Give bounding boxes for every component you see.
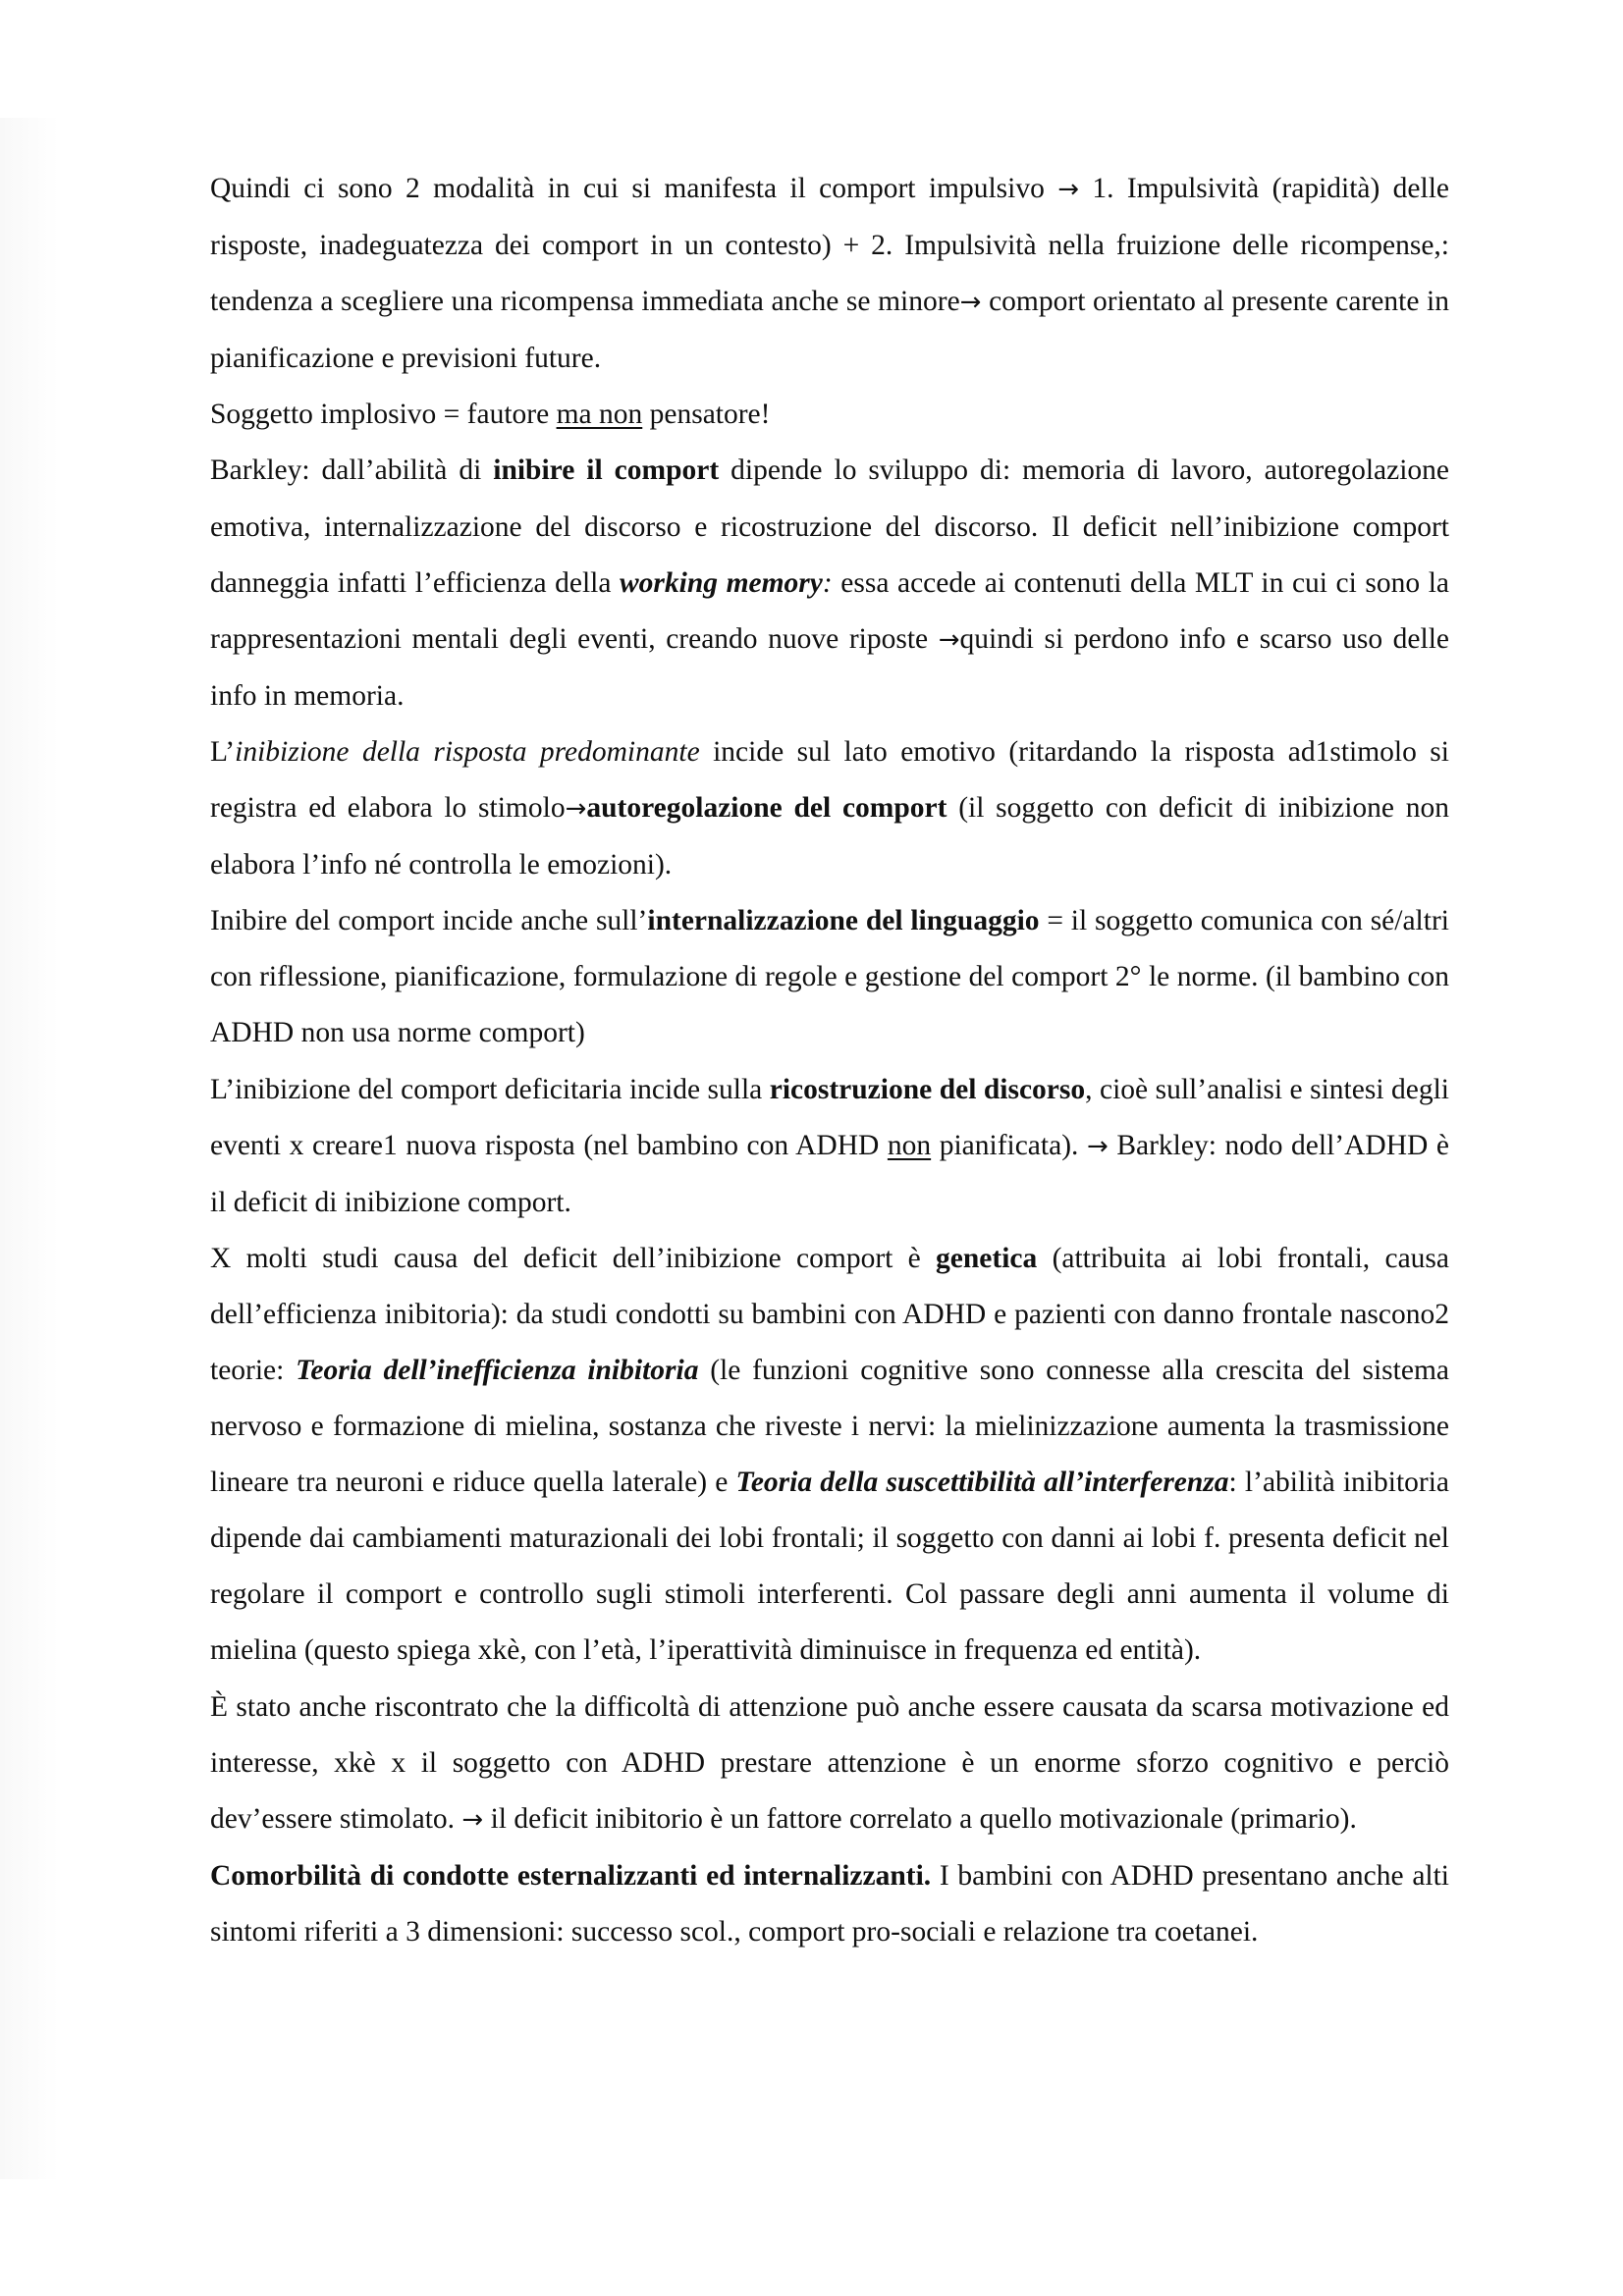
bold-italic-term: Teoria dell’inefficienza inibitoria [296,1354,699,1386]
page-edge-watermark [0,118,59,2179]
bold-term: inibire il comport [493,454,720,487]
underlined-text: non [887,1129,932,1161]
text-span: il deficit inibitorio è un fattore correlato a quello motivazionale (primario). [483,1802,1357,1835]
bold-term: autoregolazione del comport [586,792,947,825]
text-span: (il soggetto con deficit di inibizione non elabora l’info né controlla le emozioni). [210,792,1449,881]
underlined-text: ma non [556,399,643,431]
text-span: (attribuita ai lobi frontali, causa dell’efficienza inibitoria): da studi condotti su bambini con ADHD e pazienti con danno frontale nascono2 teorie: [210,1242,1450,1386]
bold-term: genetica [936,1242,1038,1274]
paragraph-barkley-inhibition [210,443,1449,723]
text-span: Barkley: nodo dell’ADHD è il deficit di inibizione comport. [210,1129,1449,1218]
text-span: Inibire del comport incide anche sull’ [210,905,648,937]
text-span: quindi si perdono info e scarso uso delle info in memoria. [210,622,1449,712]
paragraph-motivation [210,1680,1449,1848]
text-span: Soggetto implosivo = fautore [210,399,557,431]
text-span: pensatore! [642,399,771,431]
text-span: 1. Impulsività (rapidità) delle risposte, inadeguatezza dei comport in un contesto) + 2. Impulsività nella fruizione delle ricompense,: tendenza a scegliere una ricompensa immediata anche se minore [210,173,1449,318]
text-span: essa accede ai contenuti della MLT in cui ci sono la rappresentazioni mentali degli eventi, creando nuove riposte [210,566,1449,655]
arrow-right-icon: → [565,794,587,825]
bold-italic-term: Teoria della suscettibilità all’interferenza [735,1467,1229,1499]
text-span: I bambini con ADHD presentano anche alti sintomi riferiti a 3 dimensioni: successo scol., comport pro-sociali e relazione tra coetanei. [210,1859,1450,1948]
text-span: (le funzioni cognitive sono connesse alla crescita del sistema nervoso e formazione di mielina, sostanza che riveste i nervi: la mielinizzazione aumenta la trasmissione lineare tra neuroni e riduce quella laterale) e [210,1354,1449,1499]
paragraph-comorbidity [210,1848,1449,1960]
italic-term: inibizione della risposta predominante [235,735,700,768]
text-span: Barkley: dall’abilità di [210,454,494,487]
text-span: comport orientato al presente carente in pianificazione e previsioni future. [210,286,1449,375]
text-span: = il soggetto comunica con sé/altri con riflessione, pianificazione, formulazione di regole e gestione del comport 2° le norme. (il bambino con ADHD non usa norme comport) [210,905,1449,1049]
text-span: L’inibizione del comport deficitaria incide sulla [210,1073,770,1105]
arrow-right-icon: → [959,288,982,318]
paragraph-language-internalization [210,893,1449,1061]
arrow-right-icon: → [938,624,960,655]
paragraph-implosive-subject [210,387,1449,443]
text-span: pianificata). [931,1129,1087,1161]
document-body [210,161,1449,1960]
arrow-right-icon: → [1057,175,1080,204]
paragraph-predominant-response [210,724,1449,893]
paragraph-genetic-cause [210,1231,1449,1680]
bold-term: internalizzazione del linguaggio [647,905,1040,937]
arrow-right-icon: → [461,1804,484,1835]
text-span: X molti studi causa del deficit dell’inibizione comport è [210,1242,937,1274]
paragraph-impulsivity-modes [210,161,1449,387]
text-span: L’ [210,735,236,768]
text-span: : l’abilità inibitoria dipende dai cambiamenti maturazionali dei lobi frontali; il soggetto con danni ai lobi f. presenta deficit nel regolare il comport e controllo sugli stimoli interferenti. Col passare degli anni aumenta il volume di mielina (questo spiega xkè, con l’età, l’iperattività diminuisce in frequenza ed entità). [210,1467,1449,1667]
text-span: Quindi ci sono 2 modalità in cui si manifesta il comport impulsivo [210,173,1058,204]
italic-text: : [822,566,833,599]
text-span: incide sul lato emotivo (ritardando la risposta ad1stimolo si registra ed elabora lo stimolo [210,735,1449,825]
section-heading: Comorbilità di condotte esternalizzanti ed internalizzanti. [210,1859,932,1892]
arrow-right-icon: → [1086,1131,1109,1161]
text-span: È stato anche riscontrato che la difficoltà di attenzione può anche essere causata da scarsa motivazione ed interesse, xkè x il soggetto con ADHD prestare attenzione è un enorme sforzo cognitivo e perciò dev’essere stimolato. [210,1690,1449,1835]
paragraph-discourse-reconstruction [210,1062,1449,1231]
text-span: dipende lo sviluppo di: memoria di lavoro, autoregolazione emotiva, internalizzazione del discorso e ricostruzione del discorso. Il deficit nell’inibizione comport danneggia infatti l’efficienza della [210,454,1449,599]
text-span: , cioè sull’analisi e sintesi degli eventi x creare1 nuova risposta (nel bambino con ADHD [210,1073,1449,1161]
bold-italic-term: working memory [620,566,823,599]
bold-term: ricostruzione del discorso [769,1073,1086,1105]
